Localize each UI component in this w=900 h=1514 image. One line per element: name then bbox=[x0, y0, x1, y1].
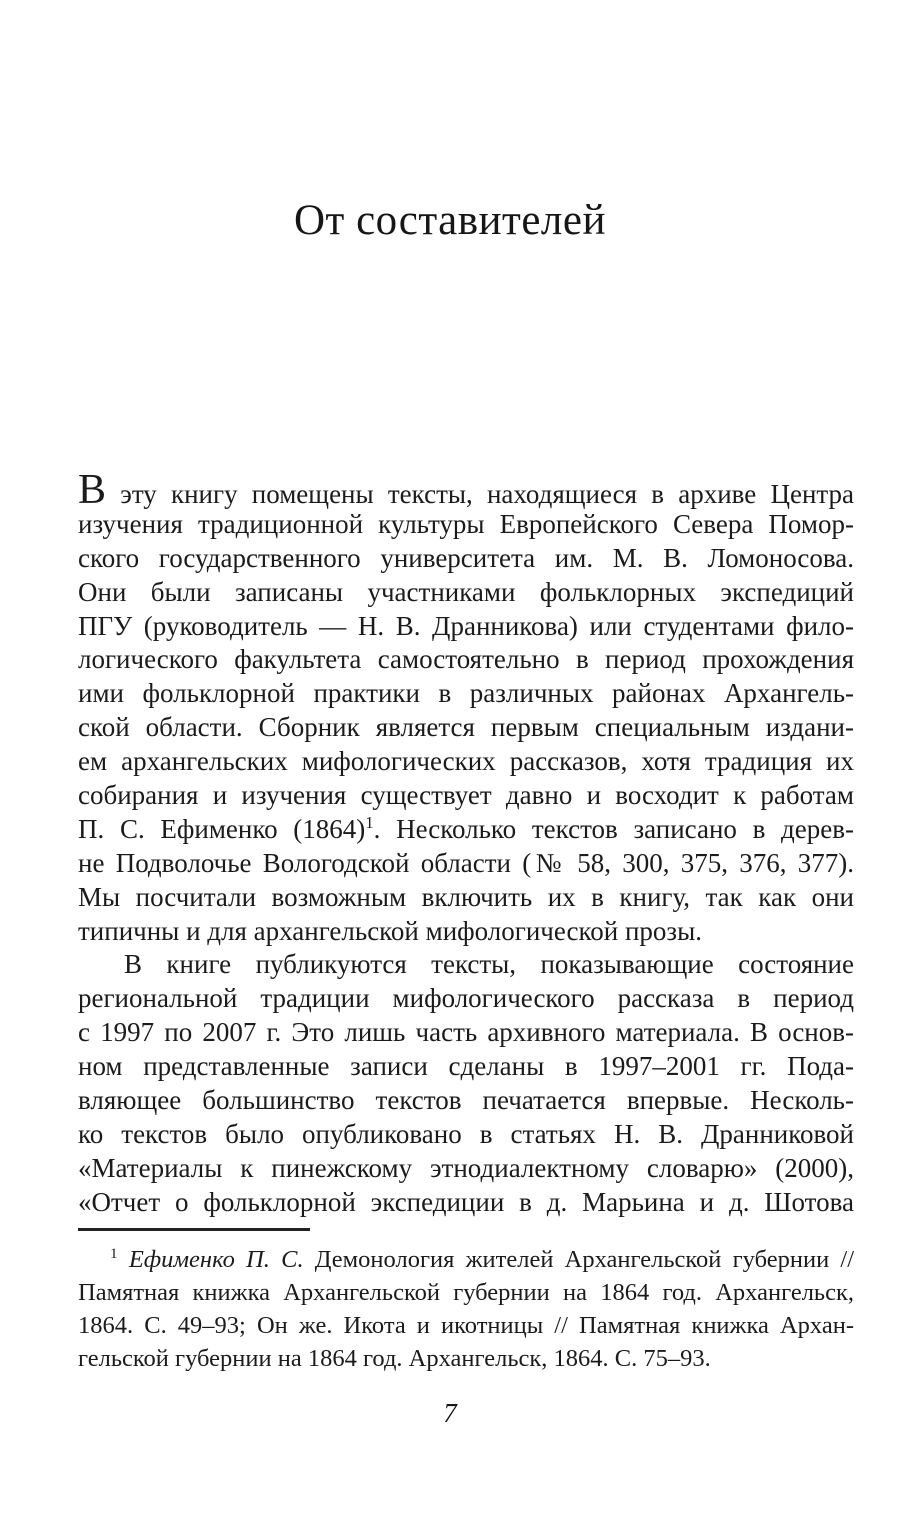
line-text: П. С. Ефименко (1864) bbox=[78, 813, 366, 844]
footnote-line: гельской губернии на 1864 год. Архангельск, 1864. С. 75–93. bbox=[78, 1345, 711, 1372]
text-line: с 1997 по 2007 г. Это лишь часть архивного материала. В основ- bbox=[78, 1017, 854, 1048]
text-line: собирания и изучения существует давно и восходит к работам bbox=[78, 780, 854, 811]
line-text: . Несколько текстов записано в дерев- bbox=[373, 813, 854, 844]
text-line: региональной традиции мифологического рассказа в период bbox=[78, 983, 854, 1014]
text-line: ко текстов было опубликовано в статьях Н. В. Дранниковой bbox=[78, 1118, 854, 1149]
text-line: логического факультета самостоятельно в период прохождения bbox=[78, 644, 854, 675]
footnote-line: Памятная книжка Архангельской губернии на 1864 год. Архангельск, bbox=[78, 1279, 854, 1306]
footnote-line: 1864. С. 49–93; Он же. Икота и икотницы // Памятная книжка Архан- bbox=[78, 1312, 854, 1339]
footnote bbox=[78, 1243, 854, 1375]
text-line bbox=[78, 813, 854, 847]
text-line: не Подволочье Вологодской области (№ 58, 300, 375, 376, 377). bbox=[78, 847, 854, 878]
page-number: 7 bbox=[443, 1398, 457, 1428]
text-line: «Отчет о фольклорной экспедиции в д. Марьина и д. Шотова bbox=[78, 1186, 854, 1217]
text-line: ПГУ (руководитель — Н. В. Дранникова) или студентами фило- bbox=[78, 610, 854, 641]
text-line: типичны и для архангельской мифологической прозы. bbox=[78, 915, 702, 946]
footnote-line bbox=[78, 1243, 854, 1276]
text-line: ской области. Сборник является первым специальным издани- bbox=[78, 712, 854, 743]
text-line: Мы посчитали возможным включить их в книгу, так как они bbox=[78, 881, 854, 912]
footnote-author: Ефименко П. С. bbox=[128, 1246, 304, 1273]
drop-cap-initial: В bbox=[78, 467, 107, 513]
text-line: ем архангельских мифологических рассказов, хотя традиция их bbox=[78, 746, 854, 777]
line-text: Демонология жителей Архангельской губернии // bbox=[314, 1246, 855, 1273]
text-line: ского государственного университета им. М. В. Ломоносова. bbox=[78, 542, 854, 573]
text-line: вляющее большинство текстов печатается впервые. Несколь- bbox=[78, 1085, 854, 1116]
text-line: Они были записаны участниками фольклорных экспедиций bbox=[78, 576, 854, 607]
text-line: изучения традиционной культуры Европейского Севера Помор- bbox=[78, 508, 854, 539]
text-line: «Материалы к пинежскому этнодиалектному словарю» (2000), bbox=[78, 1152, 854, 1183]
text-line: ном представленные записи сделаны в 1997–2001 гг. Пода- bbox=[78, 1051, 854, 1082]
text-line bbox=[78, 467, 855, 513]
text-line: В книге публикуются тексты, показывающие состояние bbox=[124, 949, 854, 980]
footnote-reference-mark: 1 bbox=[365, 812, 374, 832]
body-text bbox=[78, 467, 855, 1220]
text-line: ими фольклорной практики в различных районах Архангель- bbox=[78, 678, 854, 709]
footnote-number: 1 bbox=[110, 1244, 118, 1262]
line-text: эту книгу помещены тексты, находящиеся в архиве Центра bbox=[120, 479, 855, 509]
footnote-separator bbox=[78, 1228, 310, 1231]
page-title: От составителей bbox=[294, 197, 606, 244]
